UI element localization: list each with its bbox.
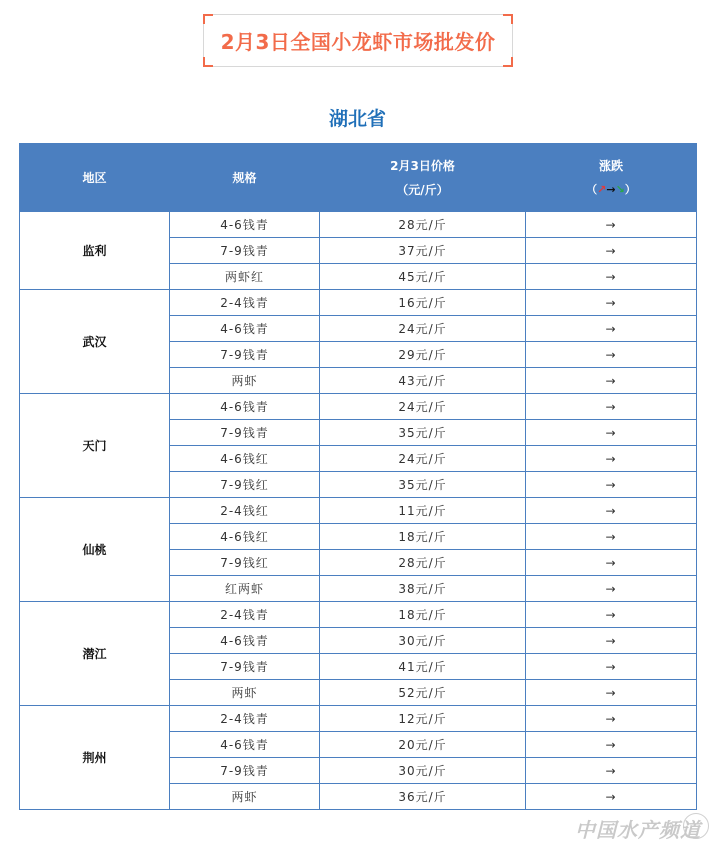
spec-cell: 7-9钱红	[170, 472, 320, 498]
price-cell: 18元/斤	[320, 524, 526, 550]
change-legend	[526, 178, 696, 202]
spec-cell: 两虾	[170, 784, 320, 810]
price-cell: 28元/斤	[320, 212, 526, 238]
price-cell: 45元/斤	[320, 264, 526, 290]
price-cell: 30元/斤	[320, 758, 526, 784]
price-cell: 41元/斤	[320, 654, 526, 680]
change-cell: →	[526, 654, 697, 680]
corner-decoration	[503, 57, 513, 67]
change-cell: →	[526, 264, 697, 290]
change-cell: →	[526, 524, 697, 550]
change-cell: →	[526, 290, 697, 316]
price-table	[19, 143, 697, 810]
region-cell: 武汉	[20, 290, 170, 394]
table-row	[20, 602, 697, 628]
spec-cell: 7-9钱青	[170, 342, 320, 368]
table-header-row	[20, 144, 697, 212]
corner-decoration	[203, 57, 213, 67]
price-cell: 29元/斤	[320, 342, 526, 368]
spec-cell: 两虾	[170, 680, 320, 706]
up-arrow-icon: ↗	[597, 182, 607, 196]
region-cell: 荆州	[20, 706, 170, 810]
change-cell: →	[526, 316, 697, 342]
region-cell: 仙桃	[20, 498, 170, 602]
change-cell: →	[526, 628, 697, 654]
change-cell: →	[526, 602, 697, 628]
price-cell: 11元/斤	[320, 498, 526, 524]
watermark: 中国水产频道	[575, 818, 701, 842]
price-cell: 43元/斤	[320, 368, 526, 394]
page-title: 2月3日全国小龙虾市场批发价	[220, 30, 496, 54]
header-region: 地区	[20, 144, 170, 212]
spec-cell: 7-9钱红	[170, 550, 320, 576]
spec-cell: 4-6钱青	[170, 628, 320, 654]
spec-cell: 4-6钱青	[170, 394, 320, 420]
spec-cell: 4-6钱青	[170, 316, 320, 342]
region-cell: 天门	[20, 394, 170, 498]
change-cell: →	[526, 342, 697, 368]
price-cell: 52元/斤	[320, 680, 526, 706]
change-cell: →	[526, 368, 697, 394]
price-cell: 35元/斤	[320, 420, 526, 446]
header-price-line1: 2月3日价格	[390, 158, 455, 173]
header-price	[320, 144, 526, 212]
header-change	[526, 144, 697, 212]
change-cell: →	[526, 394, 697, 420]
price-cell: 16元/斤	[320, 290, 526, 316]
spec-cell: 4-6钱红	[170, 446, 320, 472]
spec-cell: 4-6钱青	[170, 732, 320, 758]
change-cell: →	[526, 498, 697, 524]
spec-cell: 两虾红	[170, 264, 320, 290]
change-cell: →	[526, 576, 697, 602]
legend-paren: （	[586, 182, 598, 196]
header-price-line2: （元/斤）	[396, 182, 449, 197]
table-row	[20, 212, 697, 238]
change-cell: →	[526, 550, 697, 576]
price-cell: 37元/斤	[320, 238, 526, 264]
table-row	[20, 290, 697, 316]
spec-cell: 两虾	[170, 368, 320, 394]
header-spec: 规格	[170, 144, 320, 212]
flat-arrow-icon: →	[606, 182, 616, 196]
change-cell: →	[526, 446, 697, 472]
spec-cell: 7-9钱青	[170, 238, 320, 264]
legend-paren: ）	[624, 182, 636, 196]
title-banner	[203, 14, 513, 67]
corner-decoration	[203, 14, 213, 24]
change-cell: →	[526, 732, 697, 758]
spec-cell: 2-4钱青	[170, 602, 320, 628]
price-cell: 38元/斤	[320, 576, 526, 602]
corner-decoration	[503, 14, 513, 24]
price-cell: 35元/斤	[320, 472, 526, 498]
price-cell: 18元/斤	[320, 602, 526, 628]
change-cell: →	[526, 472, 697, 498]
table-row	[20, 394, 697, 420]
change-cell: →	[526, 784, 697, 810]
price-cell: 20元/斤	[320, 732, 526, 758]
price-cell: 36元/斤	[320, 784, 526, 810]
spec-cell: 2-4钱青	[170, 290, 320, 316]
change-cell: →	[526, 706, 697, 732]
price-cell: 24元/斤	[320, 316, 526, 342]
price-cell: 24元/斤	[320, 394, 526, 420]
down-arrow-icon: ↘	[615, 182, 625, 196]
table-body	[20, 212, 697, 810]
price-cell: 12元/斤	[320, 706, 526, 732]
spec-cell: 2-4钱红	[170, 498, 320, 524]
spec-cell: 4-6钱红	[170, 524, 320, 550]
price-cell: 30元/斤	[320, 628, 526, 654]
spec-cell: 7-9钱青	[170, 758, 320, 784]
header-change-label: 涨跌	[598, 158, 623, 173]
spec-cell: 2-4钱青	[170, 706, 320, 732]
price-cell: 28元/斤	[320, 550, 526, 576]
region-cell: 潜江	[20, 602, 170, 706]
spec-cell: 4-6钱青	[170, 212, 320, 238]
spec-cell: 红两虾	[170, 576, 320, 602]
change-cell: →	[526, 238, 697, 264]
change-cell: →	[526, 758, 697, 784]
change-cell: →	[526, 680, 697, 706]
region-cell: 监利	[20, 212, 170, 290]
change-cell: →	[526, 420, 697, 446]
change-cell: →	[526, 212, 697, 238]
spec-cell: 7-9钱青	[170, 420, 320, 446]
province-heading: 湖北省	[328, 108, 386, 130]
spec-cell: 7-9钱青	[170, 654, 320, 680]
table-row	[20, 498, 697, 524]
table-row	[20, 706, 697, 732]
price-cell: 24元/斤	[320, 446, 526, 472]
